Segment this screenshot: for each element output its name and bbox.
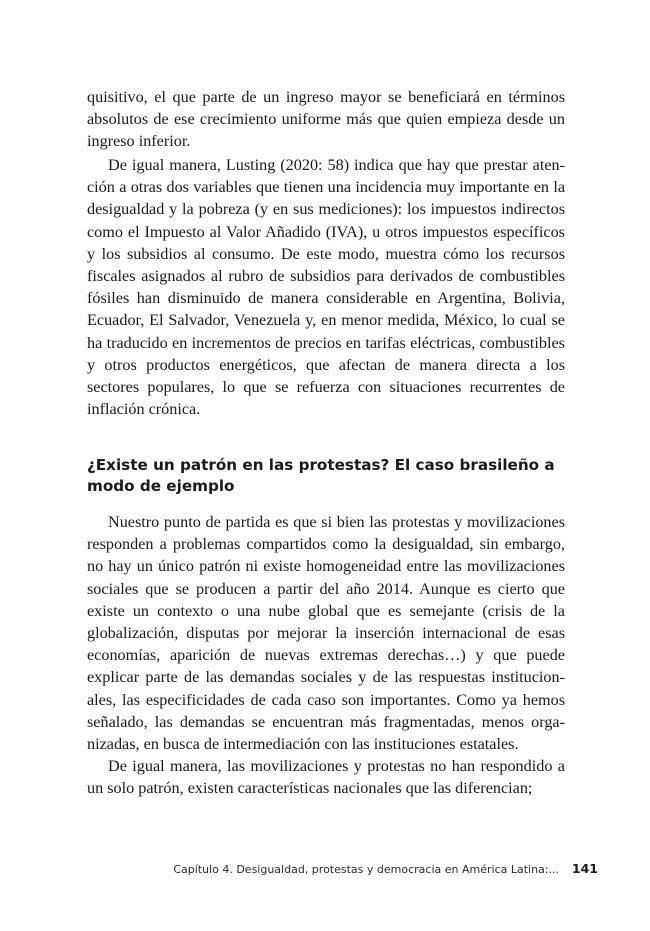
section-heading: ¿Existe un patrón en las protestas? El caso brasileño a modo de ejemplo [87,456,555,495]
paragraph-national-characteristics [87,755,565,799]
paragraph-continuation [87,86,565,153]
running-head: Capítulo 4. Desigualdad, protestas y democracia en América Latina:... [173,863,559,876]
paragraph-lusting [87,154,565,420]
paragraph-text: De igual manera, las movilizaciones y protestas no han respondido a un solo patrón, existen características nacionales que las diferencian; [87,757,565,798]
paragraph-starting-point [87,511,565,755]
paragraph-text: Nuestro punto de partida es que si bien las protestas y movilizaciones responden a problemas compartidos como la desigualdad, sin embargo, no hay un único patrón ni existe homogeneidad entre las movilizaciones sociales que se producen a partir del año 2014. Aunque es cierto que existe un contexto o una nube global que es semejante (crisis de la globalización, disputas por mejorar la inserción internacional de esas economías, aparición de nuevas extremas derechas…) y que puede explicar parte de las demandas sociales y de las respuestas institucionales, las especificidades de cada caso son importantes. Como ya hemos señalado, las demandas se encuentran más fragmentadas, menos organizadas, en busca de intermediación con las instituciones estatales. [87,513,565,754]
paragraph-text: quisitivo, el que parte de un ingreso mayor se beneficiará en términos absolutos de ese crecimiento uniforme más que quien empieza desde un ingreso inferior. [87,88,565,151]
paragraph-text: De igual manera, Lusting (2020: 58) indica que hay que prestar atención a otras dos variables que tienen una incidencia muy importante en la desigualdad y la pobreza (y en sus mediciones): los impuestos indirectos como el Impuesto al Valor Añadido (IVA), u otros impuestos específicos y los subsidios al consumo. De este modo, muestra cómo los recursos fiscales asignados al rubro de subsidios para derivados de combustibles fósiles han disminuido de manera considerable en Argentina, Bolivia, Ecuador, El Salvador, Venezuela y, en menor medida, México, lo cual se ha traducido en incrementos de precios en tarifas eléctricas, combustibles y otros productos energéticos, que afectan de manera directa a los sectores populares, lo que se refuerza con situaciones recurrentes de inflación crónica. [87,156,565,419]
page-footer [0,860,650,880]
page-number: 141 [571,861,598,876]
